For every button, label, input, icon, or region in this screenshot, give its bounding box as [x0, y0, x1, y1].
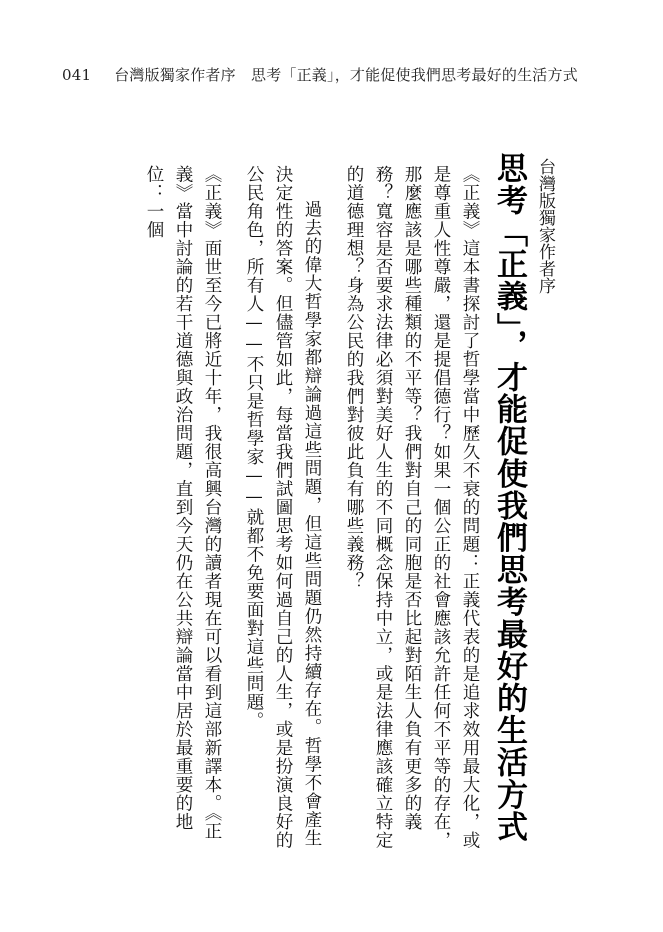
running-title: 台灣版獨家作者序 思考「正義」，才能促使我們思考最好的生活方式	[114, 66, 578, 84]
paragraph-1: 《正義》這本書探討了哲學當中歷久不衰的問題：正義代表的是追求效用最大化，或是尊重人性尊嚴，還是提倡德行？如果一個公正的社會應該允許任何不平等的存在，那麼應該是哪些種類的不平等？我們對自己的同胞是否比起對陌生人負有更多的義務？寬容是否要求法律必須對美好人生的不同概念保持中立，或是法律應該確立特定的道德理想？身為公民的我們對彼此負有哪些義務？	[344, 165, 480, 850]
body-text	[75, 165, 484, 865]
page-number: 041	[62, 66, 92, 84]
running-header	[62, 63, 622, 87]
paragraph-2: 過去的偉大哲學家都辯論過這些問題，但這些問題仍然持續存在。哲學不會產生決定性的答案。但儘管如此，每當我們試圖思考如何過自己的人生，或是扮演良好的公民角色，所有人——不只是哲學家——就都不免要面對這些問題。	[244, 165, 322, 850]
chapter-title: 思考「正義」，才能促使我們思考最好的生活方式	[491, 152, 527, 843]
preface-kicker: 台灣版獨家作者序	[535, 158, 555, 294]
paragraph-3: 《正義》面世至今已將近十年，我很高興台灣的讀者現在可以看到這部新譯本。《正義》當中討論的若干道德與政治問題，直到今天仍在公共辯論當中居於最重要的地位：一個	[144, 165, 222, 841]
